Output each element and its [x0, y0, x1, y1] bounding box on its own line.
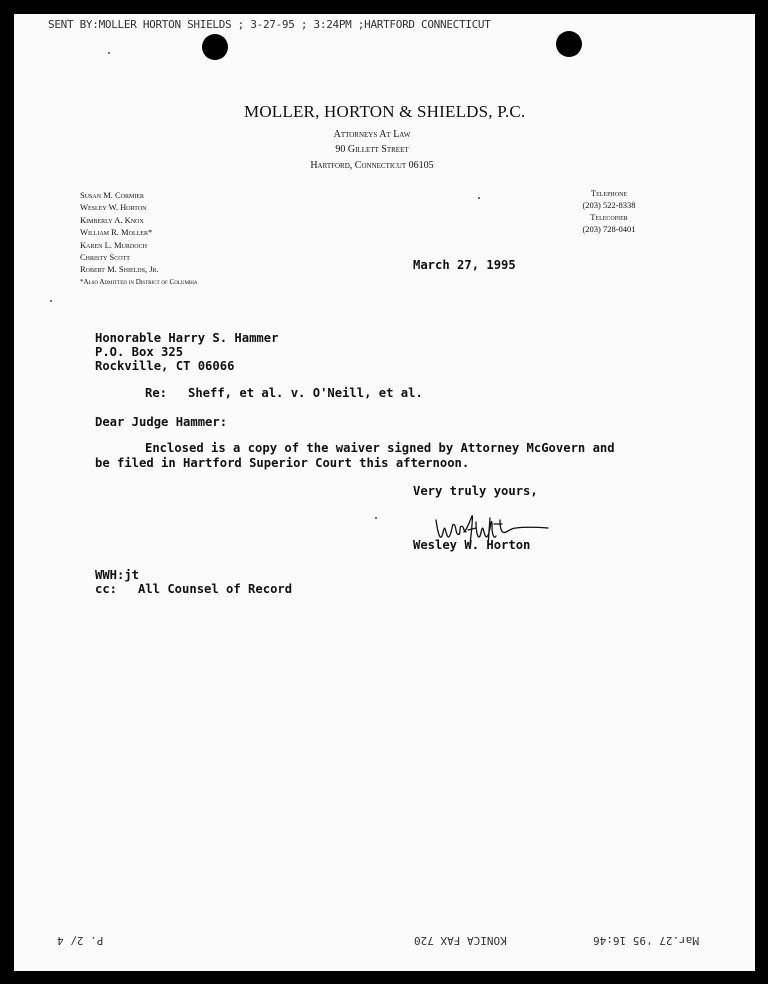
partner-list: [80, 189, 159, 276]
scan-speck: [50, 300, 52, 302]
telecopier-label: Telecopier: [590, 212, 628, 222]
scan-speck: [108, 52, 110, 54]
body-line: Enclosed is a copy of the waiver signed by Attorney McGovern and: [145, 441, 615, 455]
telecopier-number: (203) 728-0401: [582, 224, 636, 234]
scan-speck: [375, 517, 377, 519]
fax-transmission-header: SENT BY:MOLLER HORTON SHIELDS ; 3-27-95 ; 3:24PM ;HARTFORD CONNECTICUT: [48, 18, 491, 31]
admission-footnote: *Also Admitted in District of Columbia: [80, 278, 198, 286]
fax-page: [14, 14, 755, 971]
partner-name: Wesley W. Horton: [80, 202, 147, 213]
partner-name: Susan M. Cormier: [80, 190, 145, 200]
re-subject: Sheff, et al. v. O'Neill, et al.: [188, 386, 423, 400]
partner-name: Christy Scott: [80, 252, 130, 263]
partner-name: Robert M. Shields, Jr.: [80, 264, 159, 275]
firm-street: 90 Gillett Street: [335, 144, 409, 155]
fax-footer-page: P. 2/ 4: [57, 934, 104, 947]
cc-recipients: All Counsel of Record: [138, 582, 293, 596]
recipient-name: Honorable Harry S. Hammer: [95, 331, 279, 345]
punch-hole-left: [202, 34, 228, 60]
telephone-number: (203) 522-8338: [582, 200, 636, 210]
contact-block: [574, 187, 644, 235]
firm-tagline: Attorneys At Law: [333, 129, 411, 140]
body-line: be filed in Hartford Superior Court this afternoon.: [95, 456, 470, 470]
typist-initials: WWH:jt: [95, 568, 140, 582]
firm-city: Hartford, Connecticut 06105: [310, 160, 434, 171]
scan-speck: [478, 197, 480, 199]
cc-label: cc:: [95, 582, 118, 596]
fax-footer-machine: KONICA FAX 720: [414, 934, 507, 947]
partner-name: Kimberly A. Knox: [80, 214, 144, 225]
partner-name: Karen L. Murdoch: [80, 239, 147, 250]
recipient-city: Rockville, CT 06066: [95, 359, 235, 373]
salutation: Dear Judge Hammer:: [95, 415, 228, 429]
firm-name: MOLLER, HORTON & SHIELDS, P.C.: [244, 102, 526, 121]
punch-hole-right: [556, 31, 582, 57]
fax-footer-datetime: Mar.27 '95 16:46: [593, 934, 699, 947]
recipient-address: P.O. Box 325: [95, 345, 184, 359]
letter-date: March 27, 1995: [413, 258, 516, 272]
re-label: Re:: [145, 386, 168, 400]
telephone-label: Telephone: [590, 188, 628, 198]
partner-name: William R. Moller*: [80, 227, 153, 238]
signer-name: Wesley W. Horton: [413, 538, 531, 552]
closing: Very truly yours,: [413, 484, 538, 498]
